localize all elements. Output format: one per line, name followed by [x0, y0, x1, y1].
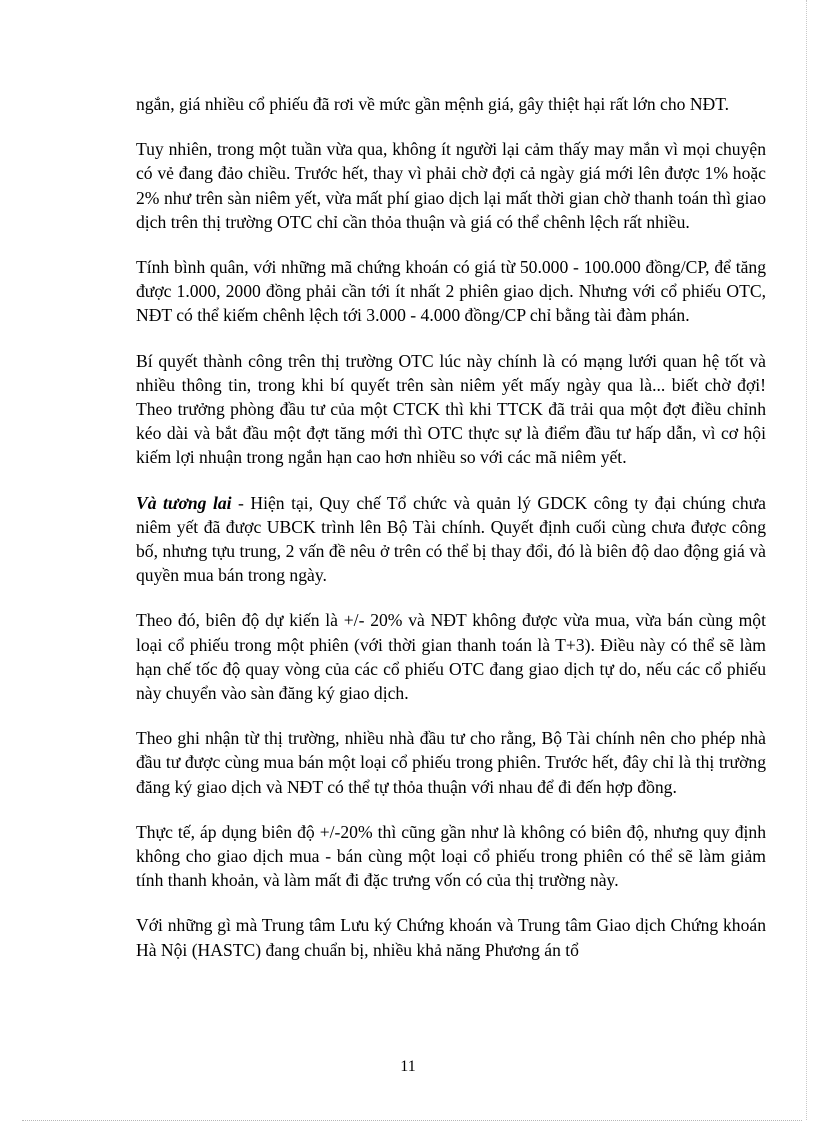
paragraph-5: [136, 491, 766, 588]
paragraph-1-text: ngắn, giá nhiều cổ phiếu đã rơi về mức gần mệnh giá, gây thiệt hại rất lớn cho NĐT.: [136, 94, 730, 114]
document-body: [136, 92, 766, 983]
paragraph-7-text: Theo ghi nhận từ thị trường, nhiều nhà đầu tư cho rằng, Bộ Tài chính nên cho phép nhà đầu tư được cùng mua bán một loại cổ phiếu trong phiên. Trước hết, đây chỉ là thị trường đăng ký giao dịch và NĐT có thể tự thỏa thuận với nhau để đi đến hợp đồng.: [136, 728, 766, 797]
page-number: 11: [400, 1058, 416, 1075]
paragraph-4-text: Bí quyết thành công trên thị trường OTC lúc này chính là có mạng lưới quan hệ tốt và nhiều thông tin, trong khi bí quyết trên sàn niêm yết mấy ngày qua là... biết chờ đợi! Theo trưởng phòng đầu tư của một CTCK thì khi TTCK đã trải qua một đợt điều chỉnh kéo dài và bắt đầu một đợt tăng mới thì OTC thực sự là điểm đầu tư hấp dẫn, vì cơ hội kiếm lợi nhuận trong ngắn hạn cao hơn nhiều so với các mã niêm yết.: [136, 350, 766, 468]
page-right-divider: [806, 0, 807, 1120]
paragraph-1: [136, 92, 766, 116]
paragraph-9-text: Với những gì mà Trung tâm Lưu ký Chứng khoán và Trung tâm Giao dịch Chứng khoán Hà Nội (HASTC) đang chuẩn bị, nhiều khả năng Phương án tổ: [136, 915, 766, 960]
paragraph-2: [136, 137, 766, 234]
paragraph-4: [136, 349, 766, 470]
paragraph-3-text: Tính bình quân, với những mã chứng khoán có giá từ 50.000 - 100.000 đồng/CP, để tăng được 1.000, 2000 đồng phải cần tới ít nhất 2 phiên giao dịch. Nhưng với cổ phiếu OTC, NĐT có thể kiếm chênh lệch tới 3.000 - 4.000 đồng/CP chỉ bằng tài đàm phán.: [136, 257, 766, 326]
paragraph-5-text: - Hiện tại, Quy chế Tổ chức và quản lý GDCK công ty đại chúng chưa niêm yết đã được UBCK trình lên Bộ Tài chính. Quyết định cuối cùng chưa được công bố, nhưng tựu trung, 2 vấn đề nêu ở trên có thể bị thay đổi, đó là biên độ dao động giá và quyền mua bán trong ngày.: [136, 492, 766, 586]
paragraph-8-text: Thực tế, áp dụng biên độ +/-20% thì cũng gần như là không có biên độ, nhưng quy định không cho giao dịch mua - bán cùng một loại cổ phiếu trong phiên có thể sẽ làm giảm tính thanh khoản, và làm mất đi đặc trưng vốn có của thị trường này.: [136, 821, 766, 891]
paragraph-8: [136, 820, 766, 893]
paragraph-6-text: Theo đó, biên độ dự kiến là +/- 20% và NĐT không được vừa mua, vừa bán cùng một loại cổ phiếu trong một phiên (với thời gian thanh toán là T+3). Điều này có thể sẽ làm hạn chế tốc độ quay vòng của các cổ phiếu OTC đang giao dịch tự do, nếu các cổ phiếu này chuyển vào sàn đăng ký giao dịch.: [136, 610, 766, 704]
paragraph-9: [136, 913, 766, 961]
paragraph-3: [136, 255, 766, 328]
paragraph-5-lead-heading: Và tương lai: [136, 492, 232, 513]
paragraph-2-text: Tuy nhiên, trong một tuần vừa qua, không ít người lại cảm thấy may mắn vì mọi chuyện có vẻ đang đảo chiều. Trước hết, thay vì phải chờ đợi cả ngày giá mới lên được 1% hoặc 2% như trên sàn niêm yết, vừa mất phí giao dịch lại mất thời gian chờ thanh toán thì giao dịch trên thị trường OTC chỉ cần thỏa thuận và giá có thể chênh lệch rất nhiều.: [136, 139, 766, 232]
paragraph-6: [136, 608, 766, 705]
paragraph-7: [136, 726, 766, 799]
page-bottom-divider: [22, 1120, 802, 1121]
